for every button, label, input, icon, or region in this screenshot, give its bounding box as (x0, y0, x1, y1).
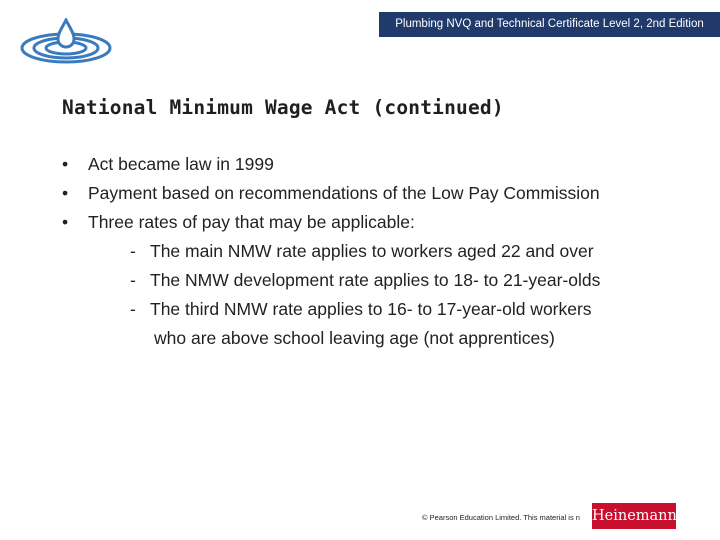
bullet-item (62, 150, 600, 179)
water-drop-ripple-icon (18, 18, 114, 70)
sub-bullet-marker: - (130, 299, 136, 319)
sub-bullet-item (130, 295, 600, 353)
sub-bullet-list (130, 237, 600, 353)
publisher-logo (592, 503, 676, 529)
header-banner-text: Plumbing NVQ and Technical Certificate Level 2, 2nd Edition (395, 18, 704, 30)
slide-title: National Minimum Wage Act (continued) (62, 96, 504, 119)
bullet-marker: • (62, 183, 69, 203)
sub-bullet-text: The third NMW rate applies to 16- to 17-year-old workers (150, 299, 592, 319)
sub-bullet-marker: - (130, 270, 136, 290)
sub-bullet-item (130, 237, 600, 266)
copyright-notice: © Pearson Education Limited. This material is n (422, 513, 580, 522)
bullet-text: Payment based on recommendations of the Low Pay Commission (88, 183, 600, 203)
sub-bullet-item (130, 266, 600, 295)
header-banner (379, 12, 720, 37)
sub-bullet-text: The main NMW rate applies to workers aged 22 and over (150, 241, 594, 261)
sub-bullet-marker: - (130, 241, 136, 261)
bullet-text: Act became law in 1999 (88, 154, 274, 174)
bullet-text: Three rates of pay that may be applicable: (88, 212, 415, 232)
bullet-item (62, 208, 600, 237)
bullet-marker: • (62, 154, 69, 174)
sub-bullet-continuation: who are above school leaving age (not apprentices) (154, 328, 555, 348)
sub-bullet-text: The NMW development rate applies to 18- to 21-year-olds (150, 270, 601, 290)
bullet-item (62, 179, 600, 208)
publisher-logo-text: Heinemann (592, 508, 677, 524)
bullet-list (62, 150, 600, 237)
bullet-marker: • (62, 212, 69, 232)
